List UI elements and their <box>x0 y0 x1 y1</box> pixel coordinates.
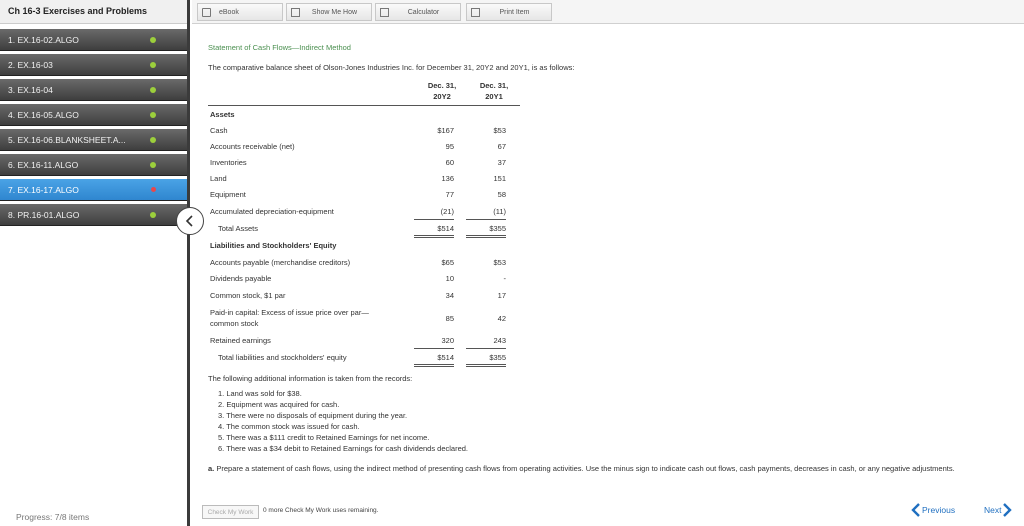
sidebar-item-label: 4. EX.16-05.ALGO <box>8 110 79 120</box>
row-label: Accounts receivable (net) <box>210 142 295 151</box>
subtotal-rule <box>466 348 506 349</box>
heading-label: Assets <box>210 110 235 119</box>
ebook-label: eBook <box>219 8 239 16</box>
list-item: 5. There was a $111 credit to Retained Earnings for net income. <box>218 433 430 442</box>
value-20y2: $65 <box>441 258 454 267</box>
sidebar-item-2[interactable] <box>0 54 187 76</box>
calculator-label: Calculator <box>407 8 440 16</box>
row-label <box>210 307 369 329</box>
value-20y2: $514 <box>437 224 454 233</box>
chevron-left-icon <box>910 502 922 518</box>
value-20y1: 37 <box>497 158 506 167</box>
total-rule <box>466 366 506 367</box>
video-icon <box>291 8 300 17</box>
complete-status-icon <box>150 62 156 68</box>
sidebar-item-5[interactable] <box>0 129 187 151</box>
row-label-line: common stock <box>210 319 259 328</box>
value-20y2: 10 <box>445 274 454 283</box>
sidebar-item-label: 8. PR.16-01.ALGO <box>8 210 80 220</box>
value-20y1: 151 <box>493 174 506 183</box>
complete-status-icon <box>150 87 156 93</box>
value-20y1: 42 <box>497 314 506 323</box>
sidebar-item-8[interactable] <box>0 204 187 226</box>
sidebar-item-1[interactable] <box>0 29 187 51</box>
total-rule <box>414 366 454 367</box>
value-20y2: 320 <box>441 336 454 345</box>
list-item: 3. There were no disposals of equipment during the year. <box>218 411 408 420</box>
row-label: Total Assets <box>218 224 259 233</box>
subtotal-rule <box>414 219 454 220</box>
subtotal-rule <box>466 219 506 220</box>
show-me-how-button[interactable] <box>286 3 372 21</box>
sidebar-item-label: 6. EX.16-11.ALGO <box>8 160 79 170</box>
sidebar-item-label: 1. EX.16-02.ALGO <box>8 35 79 45</box>
column-header-line: 20Y2 <box>433 92 451 101</box>
sidebar-item-6[interactable] <box>0 154 187 176</box>
calculator-icon <box>380 8 389 17</box>
row-label: Accumulated depreciation-equipment <box>210 207 334 216</box>
table-row <box>208 190 518 204</box>
next-button[interactable] <box>984 502 1013 518</box>
subtotal-rule <box>414 348 454 349</box>
value-20y1: 58 <box>497 190 506 199</box>
complete-status-icon <box>150 137 156 143</box>
total-rule <box>414 237 454 238</box>
value-20y1: $355 <box>489 224 506 233</box>
instruction-text <box>208 462 1020 475</box>
records-list <box>218 388 468 454</box>
value-20y1: $53 <box>493 126 506 135</box>
show-me-how-label: Show Me How <box>311 8 358 16</box>
value-20y2: 77 <box>445 190 454 199</box>
liabilities-heading <box>208 241 518 255</box>
value-20y2: $514 <box>437 353 454 362</box>
section-title: Statement of Cash Flows—Indirect Method <box>208 43 351 52</box>
row-label: Equipment <box>210 190 246 199</box>
table-row <box>208 258 518 272</box>
heading-label: Liabilities and Stockholders' Equity <box>210 241 337 250</box>
value-20y1: 243 <box>493 336 506 345</box>
complete-status-icon <box>150 37 156 43</box>
value-20y1: (11) <box>493 207 506 216</box>
sidebar-title: Ch 16-3 Exercises and Problems <box>0 0 187 24</box>
table-row <box>208 174 518 188</box>
value-20y2: 95 <box>445 142 454 151</box>
previous-label: Previous <box>922 505 956 515</box>
table-row <box>208 274 518 288</box>
value-20y2: 85 <box>445 314 454 323</box>
toolbar <box>192 0 1024 24</box>
table-row <box>208 126 518 140</box>
print-icon <box>471 8 480 17</box>
complete-status-icon <box>150 162 156 168</box>
total-rule <box>466 237 506 238</box>
row-label: Total liabilities and stockholders' equity <box>218 353 347 362</box>
additional-info-note: The following additional information is taken from the records: <box>208 374 413 383</box>
assignment-sidebar <box>0 0 190 526</box>
instruction-body: Prepare a statement of cash flows, using the indirect method of presenting cash flows from operating activities. Use the minus sign to indicate cash out flows, cash payments, decreases in cash, or any negative adjustments. <box>216 464 955 473</box>
list-item: 1. Land was sold for $38. <box>218 389 302 398</box>
check-remaining-label: 0 more Check My Work uses remaining. <box>263 507 379 514</box>
total-rule <box>414 235 454 236</box>
instruction-prefix: a. <box>208 464 215 473</box>
sidebar-item-4[interactable] <box>0 104 187 126</box>
total-rule <box>466 235 506 236</box>
row-label: Common stock, $1 par <box>210 291 286 300</box>
column-header-20y2 <box>418 80 466 102</box>
header-divider <box>208 105 520 106</box>
table-row <box>208 307 518 331</box>
list-item: 2. Equipment was acquired for cash. <box>218 400 340 409</box>
chevron-right-icon <box>1001 502 1013 518</box>
book-icon <box>202 8 211 17</box>
sidebar-item-3[interactable] <box>0 79 187 101</box>
incorrect-status-icon <box>151 187 156 192</box>
problem-intro: The comparative balance sheet of Olson-Jones Industries Inc. for December 31, 20Y2 and 20Y1, is as follows: <box>208 63 575 72</box>
collapse-sidebar-button[interactable] <box>176 207 204 235</box>
value-20y2: 136 <box>441 174 454 183</box>
ebook-button[interactable] <box>197 3 283 21</box>
row-label: Cash <box>210 126 228 135</box>
value-20y1: $53 <box>493 258 506 267</box>
sidebar-item-label: 2. EX.16-03 <box>8 60 53 70</box>
table-row <box>208 291 518 305</box>
row-label: Inventories <box>210 158 247 167</box>
chevron-left-icon <box>184 214 196 228</box>
total-rule <box>414 364 454 365</box>
value-20y2: $167 <box>437 126 454 135</box>
row-label-line: Paid-in capital: Excess of issue price over par— <box>210 308 369 317</box>
value-20y1: - <box>503 274 506 283</box>
row-label: Retained earnings <box>210 336 271 345</box>
previous-button[interactable] <box>910 502 955 518</box>
column-header-line: 20Y1 <box>485 92 503 101</box>
value-20y2: 34 <box>445 291 454 300</box>
sidebar-item-label: 3. EX.16-04 <box>8 85 53 95</box>
row-label: Dividends payable <box>210 274 272 283</box>
progress-label: Progress: 7/8 items <box>16 512 90 522</box>
sidebar-item-label: 5. EX.16-06.BLANKSHEET.A... <box>8 135 126 145</box>
value-20y1: $355 <box>489 353 506 362</box>
list-item: 6. There was a $34 debit to Retained Earnings for cash dividends declared. <box>218 444 469 453</box>
assets-heading <box>208 110 518 124</box>
column-header-20y1 <box>470 80 518 102</box>
check-my-work-button[interactable]: Check My Work <box>202 505 259 519</box>
table-row <box>208 142 518 156</box>
column-header-line: Dec. 31, <box>427 81 457 90</box>
column-header-line: Dec. 31, <box>479 81 509 90</box>
table-row <box>208 158 518 172</box>
complete-status-icon <box>150 112 156 118</box>
list-item: 4. The common stock was issued for cash. <box>218 422 360 431</box>
print-item-button[interactable] <box>466 3 552 21</box>
calculator-button[interactable] <box>375 3 461 21</box>
row-label: Land <box>210 174 227 183</box>
print-item-label: Print Item <box>499 8 530 16</box>
sidebar-item-7[interactable] <box>0 179 187 201</box>
sidebar-item-label: 7. EX.16-17.ALGO <box>8 185 79 195</box>
total-rule <box>466 364 506 365</box>
row-label: Accounts payable (merchandise creditors) <box>210 258 351 267</box>
value-20y2: 60 <box>445 158 454 167</box>
next-label: Next <box>984 505 1002 515</box>
complete-status-icon <box>150 212 156 218</box>
value-20y1: 67 <box>497 142 506 151</box>
value-20y2: (21) <box>440 207 454 216</box>
value-20y1: 17 <box>497 291 506 300</box>
